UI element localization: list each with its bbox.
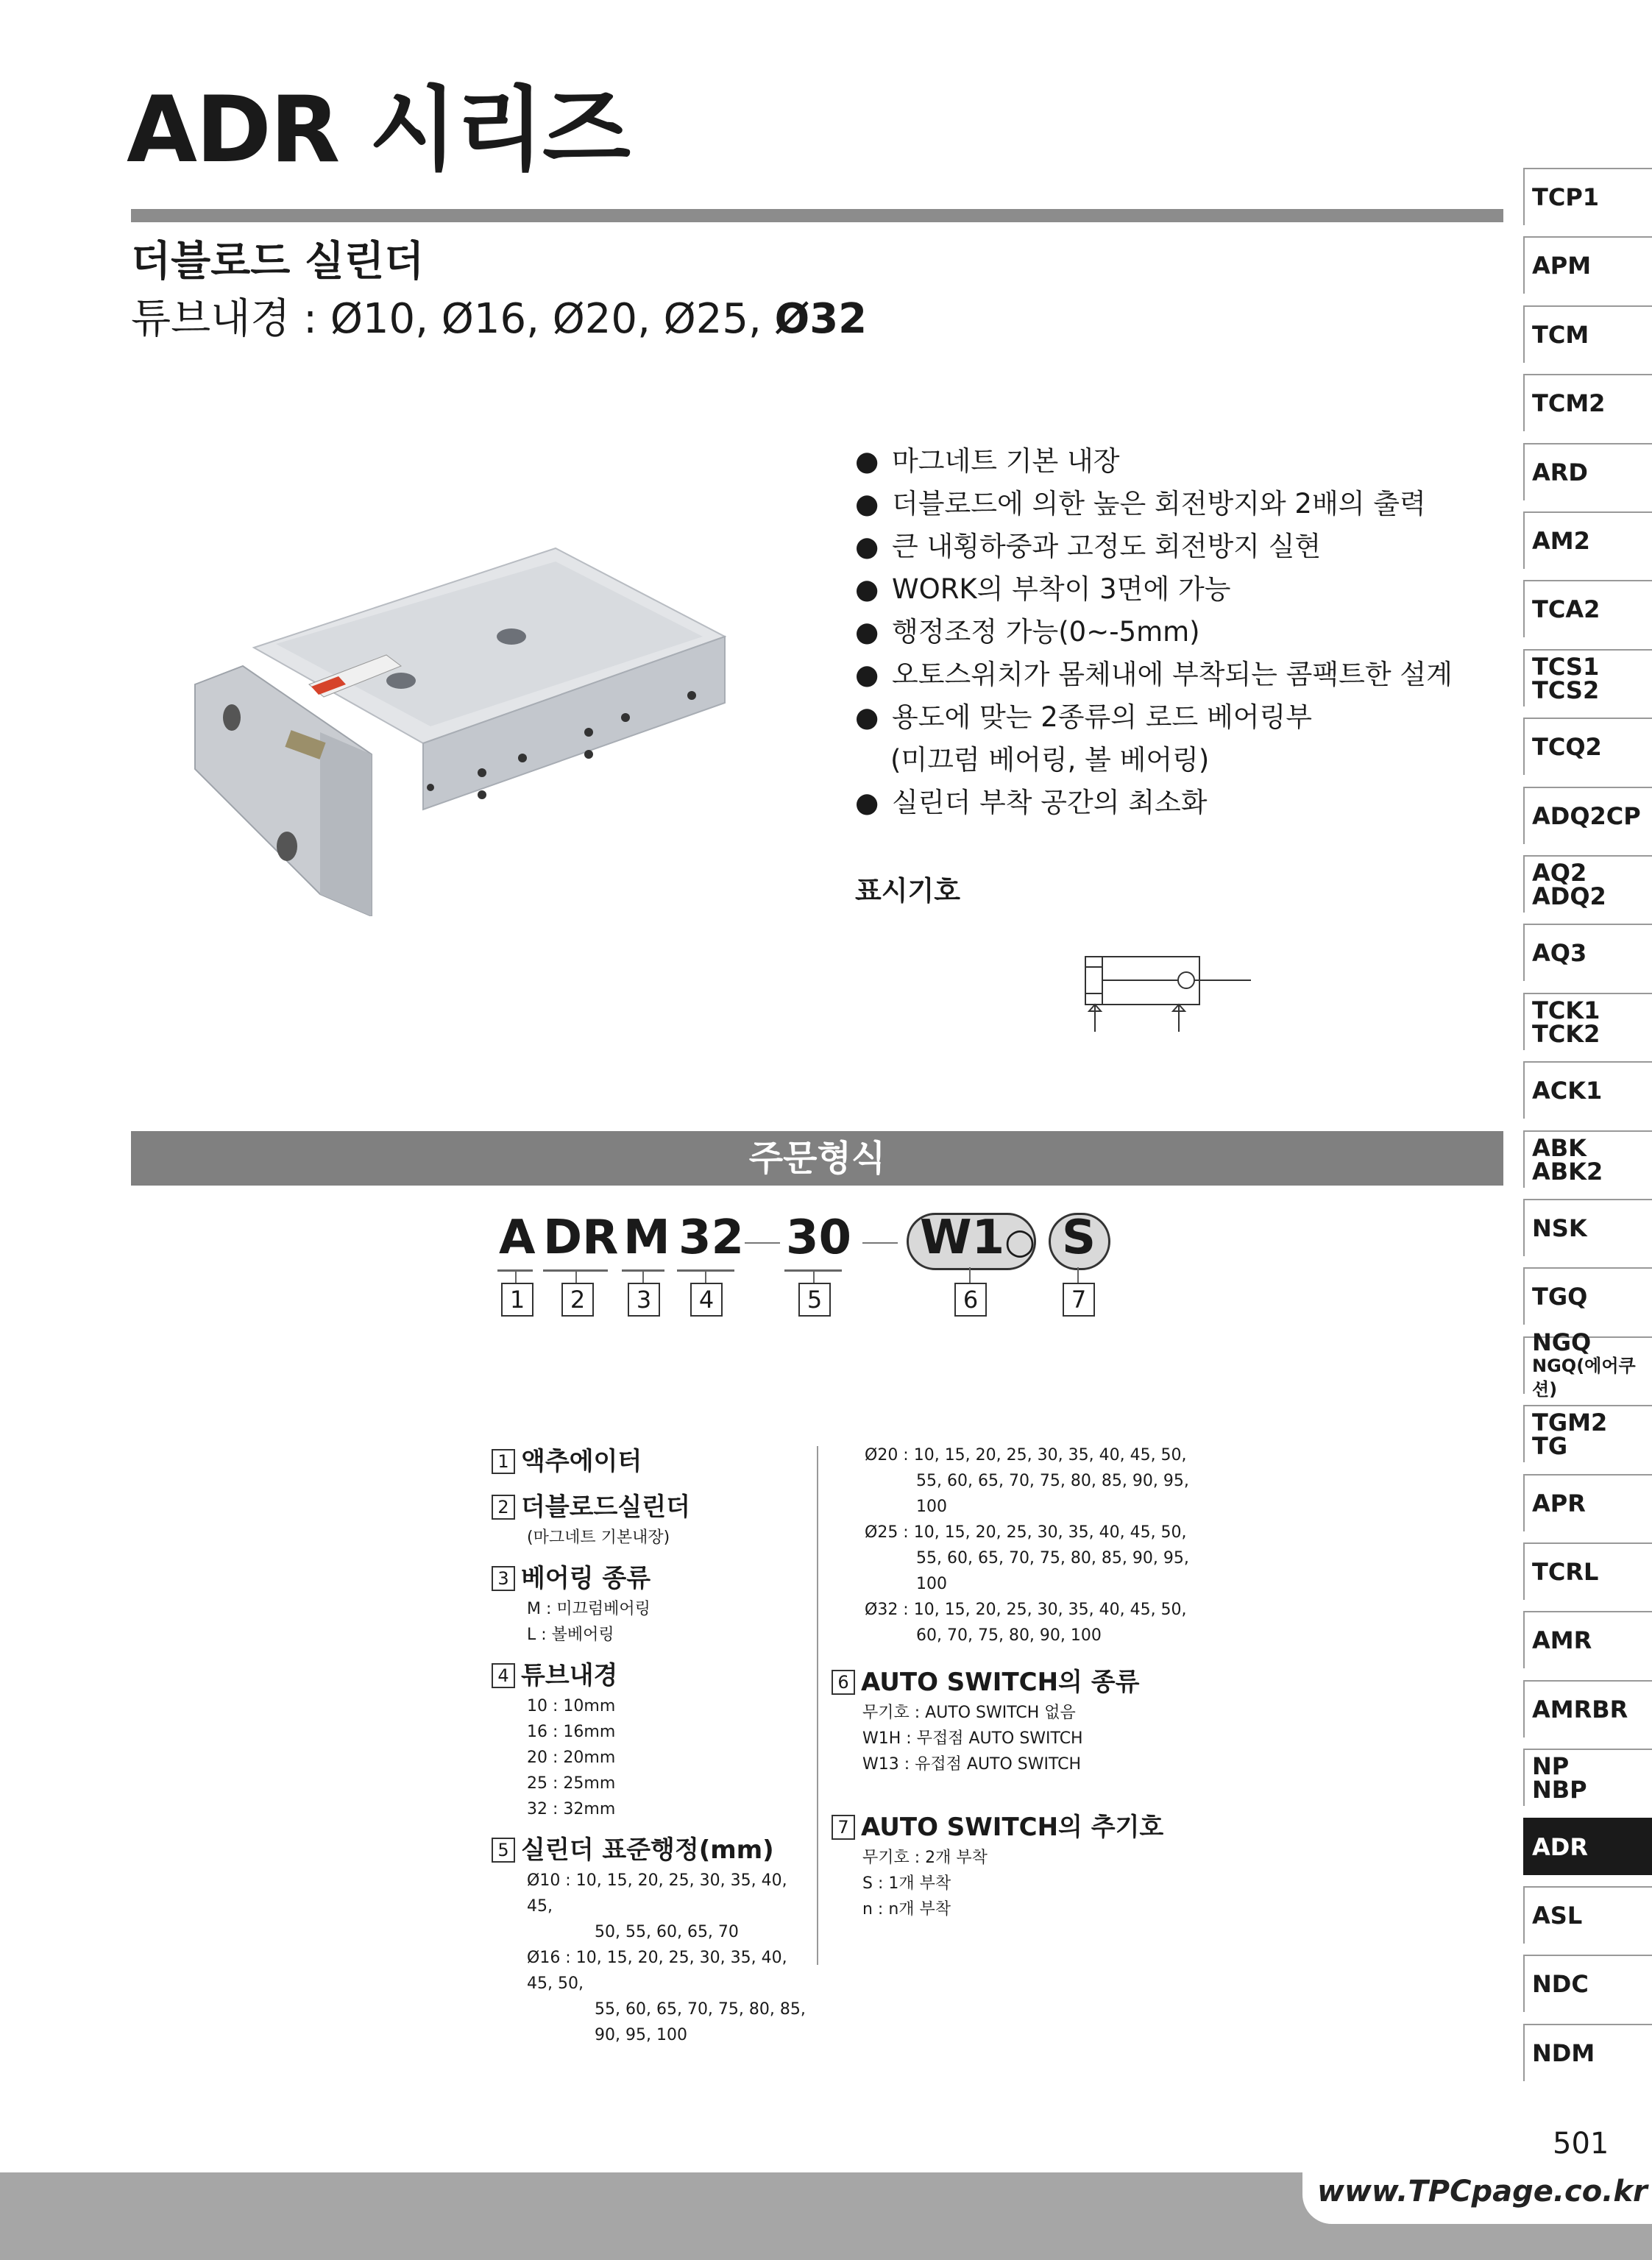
series-tab-label: NGQ bbox=[1532, 1328, 1592, 1356]
legend-heading: 5 실린더 표준행정(mm) bbox=[492, 1832, 808, 1868]
code-number-box: 2 bbox=[561, 1283, 594, 1317]
code-switch-mark: ○ bbox=[1004, 1221, 1036, 1262]
series-tab-label: TCQ2 bbox=[1532, 733, 1602, 761]
cylinder-symbol-diagram bbox=[1074, 949, 1258, 1034]
series-tab[interactable] bbox=[1523, 168, 1652, 225]
series-tab-label: AM2 bbox=[1532, 527, 1590, 555]
series-tab-label: ACK1 bbox=[1532, 1077, 1603, 1105]
series-tab[interactable] bbox=[1523, 1542, 1652, 1600]
series-tab[interactable] bbox=[1523, 236, 1652, 294]
feature-item: ● 오토스위치가 몸체내에 부착되는 콤팩트한 설계 bbox=[855, 653, 1453, 696]
feature-item: ● 큰 내횡하중과 고정도 회전방지 실현 bbox=[855, 525, 1453, 568]
series-tab[interactable] bbox=[1523, 1749, 1652, 1806]
series-tab[interactable] bbox=[1523, 787, 1652, 844]
legend-item: n : n개 부착 bbox=[862, 1900, 951, 1919]
code-tick bbox=[515, 1269, 517, 1283]
series-tab-label: TCK1 bbox=[1532, 996, 1600, 1024]
series-tab[interactable] bbox=[1523, 1680, 1652, 1737]
feature-item-continued: (미끄럼 베어링, 볼 베어링) bbox=[890, 744, 1210, 776]
series-tab[interactable] bbox=[1523, 511, 1652, 569]
series-tab-label: TGM2 bbox=[1532, 1409, 1608, 1437]
series-tab[interactable] bbox=[1523, 305, 1652, 363]
series-tab-label: NDC bbox=[1532, 1970, 1589, 1998]
legend-item: 20 : 20mm bbox=[527, 1749, 616, 1767]
code-dash bbox=[745, 1242, 780, 1244]
series-tab-label: NP bbox=[1532, 1752, 1570, 1780]
legend-item: Ø10 : 10, 15, 20, 25, 30, 35, 40, 45, bbox=[527, 1871, 787, 1916]
legend-heading: 1 액추에이터 bbox=[492, 1444, 808, 1479]
series-tab-label: AMRBR bbox=[1532, 1696, 1628, 1724]
series-tab-label: TG bbox=[1532, 1432, 1568, 1460]
legend-right-column bbox=[832, 1442, 1199, 1922]
series-tab-label: TCM bbox=[1532, 321, 1589, 349]
legend-item: Ø20 : 10, 15, 20, 25, 30, 35, 40, 45, 50, bbox=[865, 1446, 1187, 1464]
series-tab-label: AMR bbox=[1532, 1626, 1592, 1654]
series-tab-label: NDM bbox=[1532, 2039, 1595, 2067]
series-tab-label: APR bbox=[1532, 1489, 1586, 1517]
legend-item: 50, 55, 60, 65, 70 bbox=[595, 1923, 739, 1941]
series-tab[interactable] bbox=[1523, 649, 1652, 706]
series-tab[interactable] bbox=[1523, 1199, 1652, 1256]
code-number-box: 5 bbox=[798, 1283, 831, 1317]
legend-item: M : 미끄럼베어링 bbox=[527, 1600, 650, 1618]
legend-item: 60, 70, 75, 80, 90, 100 bbox=[916, 1626, 1102, 1645]
code-number-box: 4 bbox=[690, 1283, 723, 1317]
code-dr: DR bbox=[543, 1211, 619, 1265]
series-tab[interactable] bbox=[1523, 924, 1652, 981]
code-tick bbox=[813, 1269, 815, 1283]
legend-item: L : 볼베어링 bbox=[527, 1626, 614, 1644]
code-switch-text: W1 bbox=[920, 1211, 1005, 1265]
feature-item: ● 용도에 맞는 2종류의 로드 베어링부 bbox=[855, 696, 1453, 739]
code-bore: 32 bbox=[678, 1211, 745, 1265]
bore-label: 튜브내경 : Ø10, Ø16, Ø20, Ø25, bbox=[131, 295, 775, 343]
series-tab-label: TGQ bbox=[1532, 1283, 1588, 1311]
series-tab-label: TCRL bbox=[1532, 1558, 1599, 1586]
code-switch bbox=[920, 1211, 1036, 1265]
series-tab[interactable] bbox=[1523, 993, 1652, 1050]
series-tab[interactable] bbox=[1523, 1061, 1652, 1119]
series-tab-label: TCP1 bbox=[1532, 183, 1600, 211]
legend-heading: 3 베어링 종류 bbox=[492, 1561, 808, 1596]
series-tab-label: ADR bbox=[1532, 1833, 1588, 1861]
series-tab-label: ASL bbox=[1532, 1902, 1583, 1930]
series-tab-label: ADQ2CP bbox=[1532, 802, 1641, 830]
legend-item: S : 1개 부착 bbox=[862, 1874, 951, 1893]
legend-heading: 4 튜브내경 bbox=[492, 1658, 808, 1693]
series-tab[interactable] bbox=[1523, 1886, 1652, 1944]
product-image bbox=[188, 534, 732, 916]
series-tab-label: TCS2 bbox=[1532, 676, 1600, 704]
series-tab[interactable] bbox=[1523, 855, 1652, 913]
legend-left-column bbox=[492, 1434, 808, 2048]
legend-item: Ø25 : 10, 15, 20, 25, 30, 35, 40, 45, 50, bbox=[865, 1523, 1187, 1542]
series-tab[interactable] bbox=[1523, 1267, 1652, 1325]
code-a: A bbox=[499, 1211, 536, 1265]
series-tab-label: AQ3 bbox=[1532, 939, 1587, 967]
bore-highlight: Ø32 bbox=[774, 295, 868, 343]
code-stroke: 30 bbox=[786, 1211, 852, 1265]
legend-item: W1H : 무접점 AUTO SWITCH bbox=[862, 1729, 1083, 1748]
series-tab-label: ABK bbox=[1532, 1134, 1587, 1162]
code-tick bbox=[642, 1269, 644, 1283]
code-number-box: 1 bbox=[501, 1283, 533, 1317]
legend-item: 32 : 32mm bbox=[527, 1800, 616, 1818]
legend-item: Ø32 : 10, 15, 20, 25, 30, 35, 40, 45, 50, bbox=[865, 1601, 1187, 1619]
series-tab[interactable] bbox=[1523, 1130, 1652, 1188]
series-tab-label: TCM2 bbox=[1532, 389, 1606, 417]
feature-item: ● WORK의 부착이 3면에 가능 bbox=[855, 568, 1453, 611]
code-tick bbox=[575, 1269, 577, 1283]
series-tab[interactable] bbox=[1523, 580, 1652, 637]
legend-heading: 2 더블로드실린더 bbox=[492, 1489, 808, 1525]
series-tab[interactable] bbox=[1523, 374, 1652, 431]
legend-item: Ø16 : 10, 15, 20, 25, 30, 35, 40, 45, 50, bbox=[527, 1949, 787, 1993]
series-tab-label: NGQ(에어쿠션) bbox=[1532, 1356, 1636, 1400]
series-tab-label: ADQ2 bbox=[1532, 882, 1606, 910]
feature-item: ● 행정조정 가능(0~-5mm) bbox=[855, 611, 1453, 653]
title-divider bbox=[131, 209, 1503, 222]
legend-item: 55, 60, 65, 70, 75, 80, 85, 90, 95, 100 bbox=[916, 1472, 1189, 1516]
series-tab[interactable] bbox=[1523, 1955, 1652, 2012]
website-url: www.TPCpage.co.kr bbox=[1317, 2175, 1648, 2208]
page-title: ADR 시리즈 bbox=[127, 77, 629, 183]
legend-item: 25 : 25mm bbox=[527, 1774, 616, 1793]
feature-list bbox=[855, 440, 1453, 824]
legend-item: 55, 60, 65, 70, 75, 80, 85, 90, 95, 100 bbox=[595, 2000, 806, 2044]
code-number-box: 3 bbox=[628, 1283, 660, 1317]
code-number-box: 7 bbox=[1063, 1283, 1095, 1317]
series-tab-label: TCA2 bbox=[1532, 595, 1600, 623]
series-tab-label: ABK2 bbox=[1532, 1158, 1603, 1186]
legend-item: (마그네트 기본내장) bbox=[527, 1528, 670, 1547]
series-tab[interactable] bbox=[1523, 1474, 1652, 1531]
series-tab[interactable] bbox=[1523, 443, 1652, 500]
feature-item: ● 더블로드에 의한 높은 회전방지와 2배의 출력 bbox=[855, 483, 1453, 525]
series-tab[interactable] bbox=[1523, 1611, 1652, 1668]
code-tick bbox=[969, 1267, 971, 1283]
series-tab[interactable] bbox=[1523, 718, 1652, 775]
code-suffix: S bbox=[1062, 1211, 1096, 1265]
code-number-box: 6 bbox=[954, 1283, 987, 1317]
series-tab-label: APM bbox=[1532, 252, 1592, 280]
product-subtitle: 더블로드 실린더 bbox=[131, 238, 425, 286]
series-tab-label: AQ2 bbox=[1532, 859, 1587, 887]
series-tab[interactable] bbox=[1523, 2024, 1652, 2081]
legend-item: W13 : 유접점 AUTO SWITCH bbox=[862, 1755, 1082, 1774]
legend-item: 10 : 10mm bbox=[527, 1697, 616, 1715]
code-tick bbox=[705, 1269, 706, 1283]
series-tab[interactable] bbox=[1523, 1818, 1652, 1875]
bore-sizes bbox=[131, 294, 867, 344]
series-tab-label: ARD bbox=[1532, 458, 1588, 486]
legend-item: 16 : 16mm bbox=[527, 1723, 616, 1741]
legend-heading: 7 AUTO SWITCH의 추기호 bbox=[832, 1810, 1199, 1845]
series-tab-label: TCK2 bbox=[1532, 1020, 1600, 1048]
legend-item: 무기호 : AUTO SWITCH 없음 bbox=[862, 1704, 1076, 1722]
series-tab-label: NBP bbox=[1532, 1776, 1587, 1804]
legend-heading: 6 AUTO SWITCH의 종류 bbox=[832, 1665, 1199, 1700]
code-tick bbox=[1077, 1267, 1079, 1283]
column-divider bbox=[817, 1446, 818, 1965]
symbol-label: 표시기호 bbox=[855, 875, 960, 907]
series-tab-label: NSK bbox=[1532, 1214, 1587, 1242]
code-dash bbox=[862, 1242, 898, 1244]
order-format-banner: 주문형식 bbox=[131, 1131, 1503, 1186]
feature-item: ● 마그네트 기본 내장 bbox=[855, 440, 1453, 483]
series-tab[interactable] bbox=[1523, 1328, 1652, 1400]
page-number: 501 bbox=[1553, 2127, 1609, 2161]
legend-item: 무기호 : 2개 부착 bbox=[862, 1849, 988, 1867]
series-tab[interactable] bbox=[1523, 1405, 1652, 1462]
feature-item: ● 실린더 부착 공간의 최소화 bbox=[855, 782, 1453, 824]
code-m: M bbox=[623, 1211, 670, 1265]
series-tab-label: TCS1 bbox=[1532, 653, 1600, 681]
legend-item: 55, 60, 65, 70, 75, 80, 85, 90, 95, 100 bbox=[916, 1549, 1189, 1593]
